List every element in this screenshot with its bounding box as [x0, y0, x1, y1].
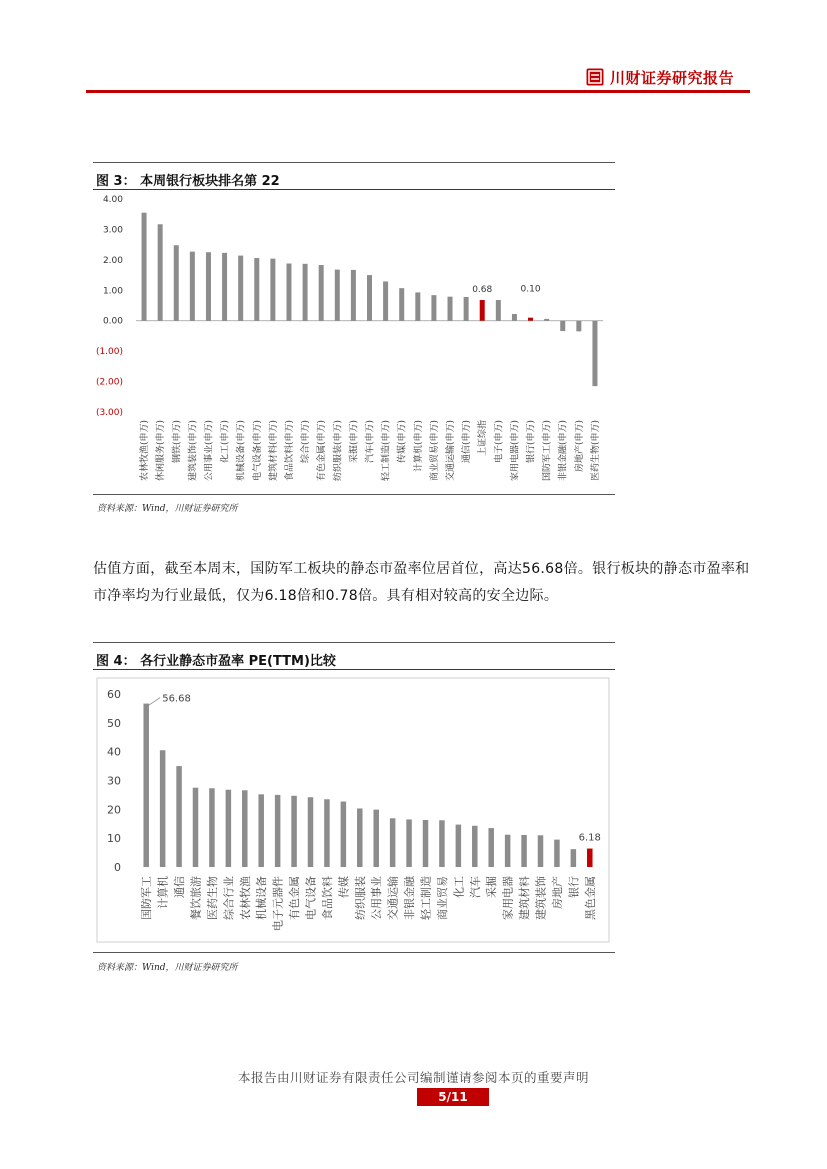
x-tick-label: 黑色金属 [583, 876, 597, 920]
y-tick-label: 3.00 [102, 225, 123, 236]
bar [512, 314, 517, 321]
y-tick-label: 2.00 [102, 255, 123, 266]
figure4-chart [93, 676, 615, 946]
bar [351, 270, 356, 321]
x-tick-label: 医药生物(申万) [590, 419, 601, 482]
bar [431, 295, 436, 321]
x-tick-label: 银行 [567, 876, 581, 898]
bar [448, 297, 453, 321]
figure4-title-rule [93, 669, 615, 670]
x-tick-label: 综合行业 [222, 876, 236, 920]
bar [275, 795, 281, 867]
x-tick-label: 汽车(申万) [365, 420, 376, 464]
x-tick-label: 公用事业 [370, 876, 384, 920]
figure4-top-rule [93, 642, 615, 643]
figure3-source: 资料来源：Wind，川财证券研究所 [97, 504, 238, 514]
x-tick-label: 交通运输(申万) [446, 420, 457, 482]
bar [383, 281, 388, 320]
y-tick-label: 4.00 [102, 195, 123, 205]
x-tick-label: 建筑材料 [518, 876, 532, 920]
bar [415, 292, 420, 320]
bar [571, 849, 577, 867]
bar [222, 253, 227, 321]
bar [176, 766, 182, 867]
bar [390, 818, 396, 867]
bar [242, 790, 248, 867]
x-tick-label: 传媒 [337, 876, 351, 898]
x-tick-label: 电子(申万) [494, 420, 505, 464]
x-tick-label: 公用事业(申万) [204, 420, 215, 482]
bar [308, 797, 314, 867]
x-tick-label: 采掘(申万) [349, 420, 360, 464]
bar [505, 835, 511, 867]
bar [160, 750, 166, 867]
x-tick-label: 传媒(申万) [397, 420, 408, 464]
y-tick-label: 1.00 [102, 286, 123, 297]
x-tick-label: 有色金属 [288, 876, 302, 920]
x-tick-label: 家用电器(申万) [510, 420, 521, 482]
header-title: 川财证券研究报告 [610, 69, 735, 87]
bar [324, 799, 330, 867]
y-tick-label: 50 [107, 716, 121, 730]
bar [341, 802, 347, 867]
y-tick-label: 30 [107, 774, 121, 788]
bar [496, 300, 501, 321]
figure3-bottom-rule [93, 494, 615, 495]
bar [367, 275, 372, 321]
figure3-chart [93, 190, 615, 490]
x-tick-label: 国防军工(申万) [542, 420, 553, 482]
x-tick-label: 建筑材料(申万) [268, 420, 279, 482]
x-tick-label: 农林牧渔(申万) [140, 420, 151, 482]
x-tick-label: 商业贸易 [435, 876, 449, 920]
x-tick-label: 非银金融 [403, 876, 417, 920]
y-tick-label: 0.00 [102, 316, 123, 327]
x-tick-label: 商业贸易(申万) [429, 420, 440, 482]
x-tick-label: 休闲服务(申万) [156, 420, 167, 482]
bar [142, 213, 147, 321]
x-tick-label: 通信(申万) [462, 420, 473, 464]
bar [143, 704, 149, 867]
bar [456, 825, 462, 867]
body-paragraph: 估值方面，截至本周末，国防军工板块的静态市盈率位居首位，高达56.68倍。银行板块的静态市盈率和市净率均为行业最低，仅为6.18倍和0.78倍。具有相对较高的安全边际。 [93, 561, 750, 604]
data-label: 56.68 [162, 693, 191, 705]
bar [303, 264, 308, 321]
bar [587, 849, 593, 867]
x-tick-label: 纺织服装 [353, 876, 367, 920]
bar [521, 835, 527, 867]
x-tick-label: 银行(申万) [526, 420, 537, 464]
y-tick-label: 60 [107, 688, 121, 701]
bar [190, 252, 195, 321]
y-tick-label: 10 [107, 832, 121, 846]
y-tick-label: (3.00) [95, 408, 123, 418]
x-tick-label: 电气设备(申万) [252, 420, 263, 482]
bar [270, 259, 275, 321]
x-tick-label: 建筑装饰 [534, 876, 548, 920]
x-tick-label: 化工(申万) [220, 420, 231, 464]
bar [406, 819, 412, 867]
figure3-top-rule [93, 162, 615, 163]
x-tick-label: 有色金属(申万) [317, 420, 328, 482]
bar [357, 808, 363, 867]
y-tick-label: 40 [107, 745, 121, 759]
figure4-source: 资料来源：Wind，川财证券研究所 [97, 963, 238, 973]
y-tick-label: 20 [107, 803, 121, 817]
x-tick-label: 上证综指 [478, 420, 489, 457]
x-tick-label: 化工 [452, 876, 466, 898]
x-tick-label: 采掘 [485, 876, 499, 898]
x-tick-label: 农林牧渔 [238, 876, 252, 920]
x-tick-label: 钢铁(申万) [172, 420, 183, 464]
bar [592, 321, 597, 386]
bar [254, 258, 259, 321]
x-tick-label: 电子元器件 [271, 876, 285, 931]
x-tick-label: 纺织服装(申万) [333, 420, 344, 482]
bar [158, 224, 163, 320]
y-tick-label: (1.00) [95, 347, 123, 358]
x-tick-label: 轻工制造(申万) [381, 420, 392, 482]
x-tick-label: 计算机 [156, 876, 170, 909]
bar [554, 840, 560, 867]
bar [209, 788, 215, 867]
x-tick-label: 综合(申万) [301, 420, 312, 464]
x-tick-label: 家用电器 [501, 876, 515, 920]
bar [480, 300, 485, 321]
x-tick-label: 建筑装饰(申万) [188, 420, 199, 482]
data-label: 0.10 [520, 284, 541, 295]
figure4-title: 图 4： 各行业静态市盈率 PE(TTM)比较 [96, 654, 336, 669]
x-tick-label: 电气设备 [304, 876, 318, 920]
bar [544, 319, 549, 321]
bar [193, 788, 199, 867]
x-tick-label: 餐饮旅游 [189, 876, 203, 920]
x-tick-label: 房地产(申万) [574, 420, 585, 473]
brand-logo-icon [586, 68, 604, 86]
bar [206, 252, 211, 320]
x-tick-label: 非银金融(申万) [558, 420, 569, 482]
x-tick-label: 医药生物 [205, 876, 219, 920]
page-number: 5/11 [417, 1088, 489, 1106]
bar [399, 288, 404, 321]
bar [335, 270, 340, 321]
bar [576, 321, 581, 332]
y-tick-label: (2.00) [95, 377, 123, 388]
x-tick-label: 轻工制造 [419, 876, 433, 920]
bar [472, 826, 478, 867]
bar [286, 264, 291, 321]
bar [238, 256, 243, 321]
bar [464, 297, 469, 321]
x-tick-label: 汽车 [468, 876, 482, 898]
bar [319, 265, 324, 321]
x-tick-label: 食品饮料(申万) [284, 420, 295, 482]
bar [258, 794, 264, 867]
data-label: 0.68 [472, 285, 493, 296]
x-tick-label: 交通运输 [386, 876, 400, 920]
x-tick-label: 通信 [173, 876, 187, 898]
x-tick-label: 计算机(申万) [413, 420, 424, 473]
footer-disclaimer: 本报告由川财证券有限责任公司编制谨请参阅本页的重要声明 [237, 1070, 589, 1085]
x-tick-label: 房地产 [550, 876, 564, 909]
header-rule [86, 90, 750, 93]
y-tick-label: 0 [114, 861, 121, 874]
figure4-bottom-rule [93, 952, 615, 953]
bar [439, 820, 445, 867]
x-tick-label: 国防军工 [140, 876, 154, 920]
x-tick-label: 机械设备 [255, 876, 269, 920]
x-tick-label: 食品饮料 [320, 876, 334, 920]
data-label: 6.18 [578, 832, 601, 844]
bar [226, 790, 232, 867]
figure3-title: 图 3： 本周银行板块排名第 22 [96, 174, 280, 189]
bar [560, 321, 565, 331]
bar [291, 796, 297, 867]
bar [423, 820, 429, 867]
x-tick-label: 机械设备(申万) [236, 420, 247, 482]
bar [373, 810, 379, 867]
bar [174, 245, 179, 320]
bar [528, 318, 533, 321]
bar [488, 828, 494, 867]
bar [538, 835, 544, 867]
